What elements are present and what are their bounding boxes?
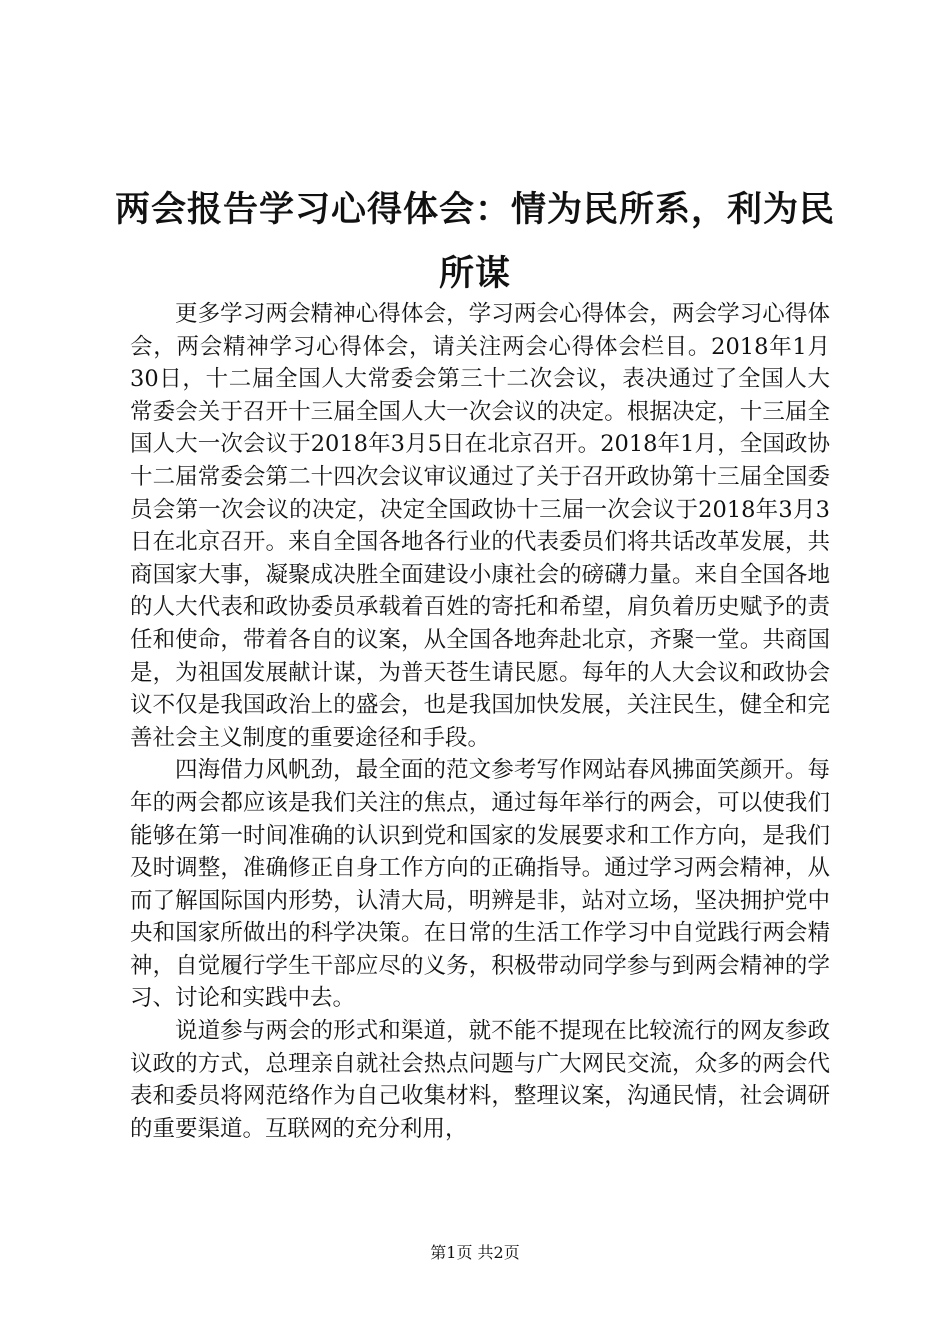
paragraph: 更多学习两会精神心得体会，学习两会心得体会，两会学习心得体会，两会精神学习心得体会，请关注两会心得体会栏目。2018年1月30日，十二届全国人大常委会第三十二次会议，表决通过了全国人大常委会关于召开十三届全国人大一次会议的决定。根据决定，十三届全国人大一次会议于2018年3月5日在北京召开。2018年1月，全国政协十二届常委会第二十四次会议审议通过了关于召开政协第十三届全国委员会第一次会议的决定，决定全国政协十三届一次会议于2018年3月3日在北京召开。来自全国各地各行业的代表委员们将共话改革发展，共商国家大事，凝聚成决胜全面建设小康社会的磅礴力量。来自全国各地的人大代表和政协委员承载着百姓的寄托和希望，肩负着历史赋予的责任和使命，带着各自的议案，从全国各地奔赴北京，齐聚一堂。共商国是，为祖国发展献计谋，为普天苍生请民愿。每年的人大会议和政协会议不仅是我国政治上的盛会，也是我国加快发展，关注民生，健全和完善社会主义制度的重要途径和手段。 — [130, 301, 830, 751]
paragraph: 四海借力风帆劲，最全面的范文参考写作网站春风拂面笑颜开。每年的两会都应该是我们关注的焦点，通过每年举行的两会，可以使我们能够在第一时间准确的认识到党和国家的发展要求和工作方向，是我们及时调整，准确修正自身工作方向的正确指导。通过学习两会精神，从而了解国际国内形势，认清大局，明辨是非，站对立场，坚决拥护党中央和国家所做出的科学决策。在日常的生活工作学习中自觉践行两会精神，自觉履行学生干部应尽的义务，积极带动同学参与到两会精神的学习、讨论和实践中去。 — [130, 757, 830, 1012]
paragraph: 说道参与两会的形式和渠道，就不能不提现在比较流行的网友参政议政的方式，总理亲自就社会热点问题与广大网民交流，众多的两会代表和委员将网范络作为自己收集材料，整理议案，沟通民情，社会调研的重要渠道。互联网的充分利用， — [130, 1018, 830, 1142]
document-body — [130, 298, 830, 1145]
page-footer: 第1页 共2页 — [430, 1243, 520, 1262]
document-title: 两会报告学习心得体会：情为民所系，利为民所谋 — [114, 190, 835, 294]
